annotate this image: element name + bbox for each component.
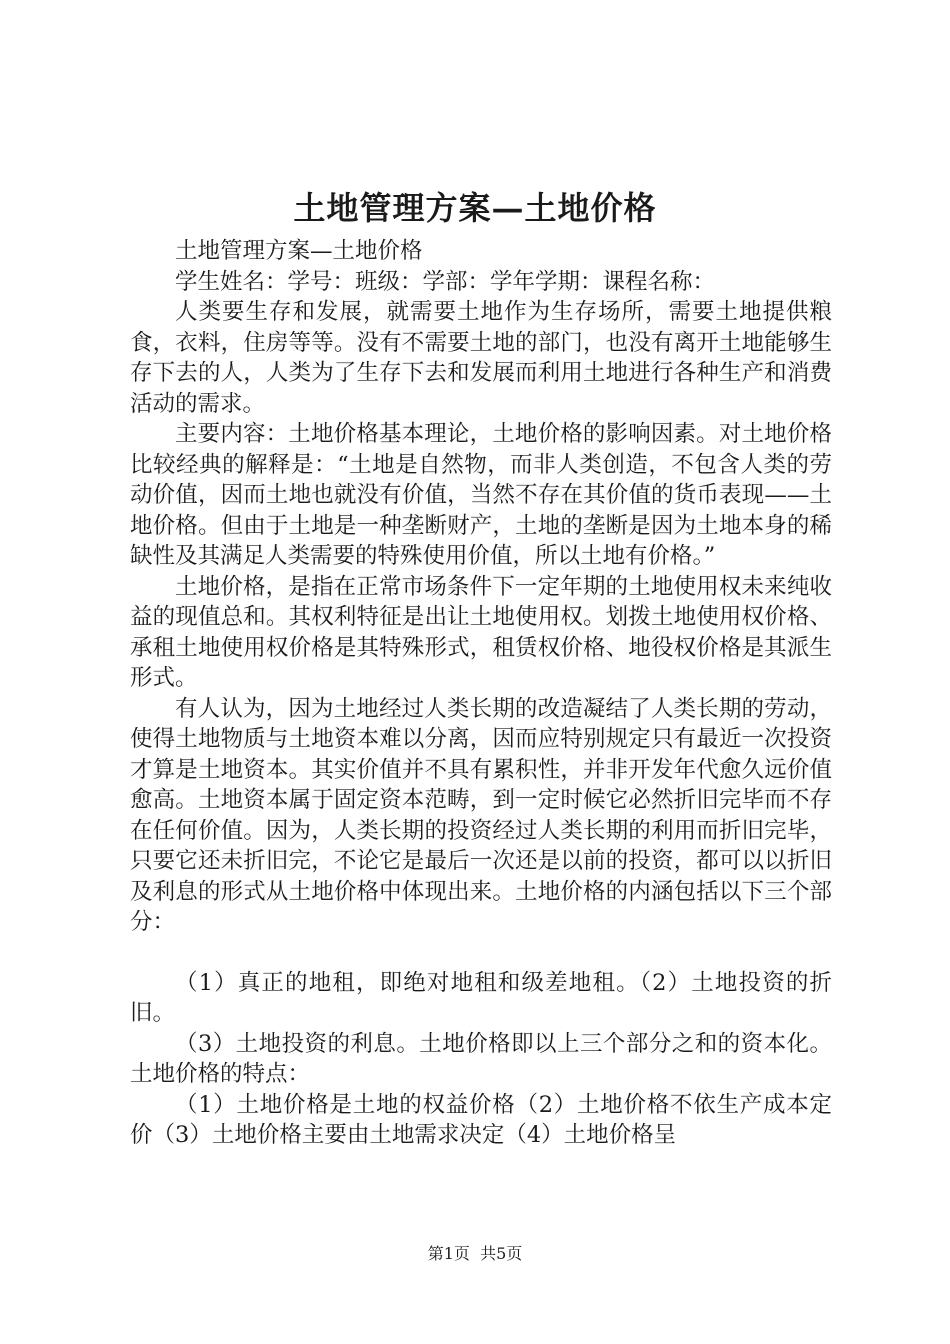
- features-paragraph: （1）土地价格是土地的权益价格（2）土地价格不依生产成本定价（3）土地价格主要由土地需求决定（4）土地价格呈: [130, 1091, 832, 1148]
- components-paragraph-2: （3）土地投资的利息。土地价格即以上三个部分之和的资本化。土地价格的特点：: [130, 1030, 832, 1087]
- components-paragraph-1: （1）真正的地租，即绝对地租和级差地租。（2）土地投资的折旧。: [130, 969, 832, 1026]
- land-price-definition-paragraph: 土地价格，是指在正常市场条件下一定年期的土地使用权未来纯收益的现值总和。其权利特征是出让土地使用权。划拨土地使用权价格、承租土地使用权价格是其特殊形式，租赁权价格、地役权价格是其派生形式。: [130, 573, 832, 691]
- document-title: 土地管理方案—土地价格: [293, 189, 657, 227]
- intro-paragraph: 人类要生存和发展，就需要土地作为生存场所，需要土地提供粮食，衣料，住房等等。没有不需要土地的部门，也没有离开土地能够生存下去的人，人类为了生存下去和发展而利用土地进行各种生产和消费活动的需求。: [130, 299, 832, 417]
- page-footer: [0, 1242, 950, 1266]
- document-body: [130, 236, 832, 1151]
- land-capital-paragraph: 有人认为，因为土地经过人类长期的改造凝结了人类长期的劳动，使得土地物质与土地资本难以分离，因而应特别规定只有最近一次投资才算是土地资本。其实价值并不具有累积性，并非开发年代愈久远价值愈高。土地资本属于固定资本范畴，到一定时候它必然折旧完毕而不存在任何价值。因为，人类长期的投资经过人类长期的利用而折旧完毕，只要它还未折旧完，不论它是最后一次还是以前的投资，都可以以折旧及利息的形式从土地价格中体现出来。土地价格的内涵包括以下三个部分：: [130, 695, 832, 935]
- subtitle-paragraph: 土地管理方案—土地价格: [175, 238, 423, 264]
- main-content-paragraph: 主要内容：土地价格基本理论，土地价格的影响因素。对土地价格比较经典的解释是：“土地是自然物，而非人类创造，不包含人类的劳动价值，因而土地也就没有价值，当然不存在其价值的货币表现——土地价格。但由于土地是一种垄断财产，土地的垄断是因为土地本身的稀缺性及其满足人类需要的特殊使用价值，所以土地有价格。”: [130, 421, 832, 569]
- page-number: 第1页 共5页: [427, 1244, 523, 1263]
- student-info-paragraph: 学生姓名：学号：班级：学部：学年学期：课程名称：: [175, 268, 716, 295]
